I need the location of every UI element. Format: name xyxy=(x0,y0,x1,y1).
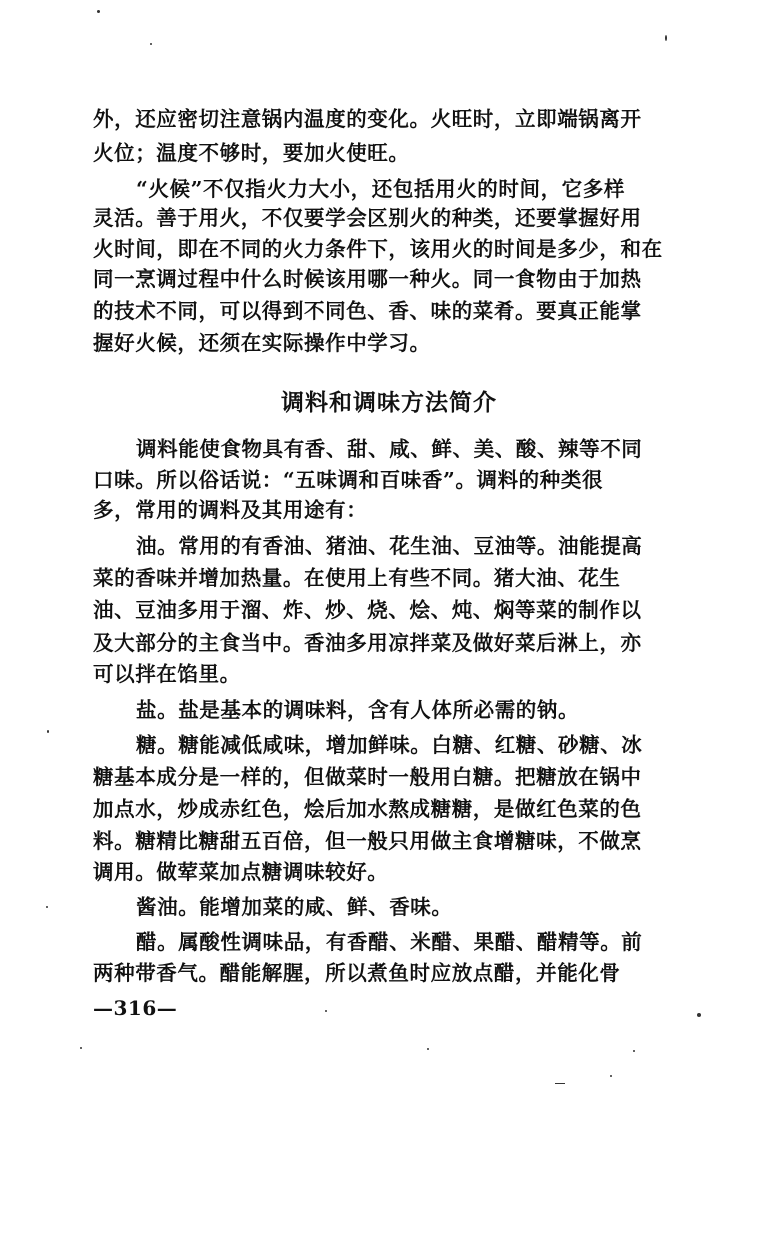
text-line: 灵活。善于用火，不仅要学会区别火的种类，还要掌握好用 xyxy=(93,206,642,230)
scan-speck xyxy=(665,35,667,41)
text-line: 同一烹调过程中什么时候该用哪一种火。同一食物由于加热 xyxy=(93,267,642,291)
scan-speck xyxy=(427,1048,429,1050)
scan-speck xyxy=(80,1047,82,1049)
text-line: 口味。所以俗话说：“五味调和百味香”。调料的种类很 xyxy=(93,468,604,492)
text-line: 握好火候，还须在实际操作中学习。 xyxy=(93,331,431,355)
scan-speck xyxy=(555,1083,565,1084)
scan-speck xyxy=(46,906,48,908)
scan-speck xyxy=(150,43,152,45)
text-line: 酱油。能增加菜的咸、鲜、香味。 xyxy=(136,895,453,919)
text-line: 及大部分的主食当中。香油多用凉拌菜及做好菜后淋上，亦 xyxy=(93,631,642,655)
text-line: 油。常用的有香油、猪油、花生油、豆油等。油能提高 xyxy=(136,534,643,558)
section-title: 调料和调味方法简介 xyxy=(281,389,497,416)
text-line: 调用。做荤菜加点糖调味较好。 xyxy=(93,860,389,884)
scan-speck xyxy=(97,10,100,13)
text-line: 火时间，即在不同的火力条件下，该用火的时间是多少，和在 xyxy=(93,237,663,261)
text-line: 加点水，炒成赤红色，烩后加水熬成糖糖，是做红色菜的色 xyxy=(93,797,642,821)
text-line: 调料能使食物具有香、甜、咸、鲜、美、酸、辣等不同 xyxy=(136,437,643,461)
text-line: 多，常用的调料及其用途有： xyxy=(93,498,368,522)
scan-speck xyxy=(325,1010,327,1012)
scan-speck xyxy=(633,1050,635,1052)
text-line: 醋。属酸性调味品，有香醋、米醋、果醋、醋精等。前 xyxy=(136,930,643,954)
text-line: 火位；温度不够时，要加火使旺。 xyxy=(93,141,410,165)
text-line: 可以拌在馅里。 xyxy=(93,662,241,686)
scan-speck xyxy=(610,1075,612,1077)
scan-speck xyxy=(47,730,49,733)
text-line: 料。糖精比糖甜五百倍，但一般只用做主食增糖味，不做烹 xyxy=(93,829,642,853)
text-line: “火候”不仅指火力大小，还包括用火的时间，它多样 xyxy=(136,177,625,201)
text-line: 外，还应密切注意锅内温度的变化。火旺时，立即端锅离开 xyxy=(93,107,642,131)
scan-speck xyxy=(697,1013,701,1017)
page-number: —316— xyxy=(93,996,178,1020)
text-line: 的技术不同，可以得到不同色、香、味的菜肴。要真正能掌 xyxy=(93,299,642,323)
text-line: 糖基本成分是一样的，但做菜时一般用白糖。把糖放在锅中 xyxy=(93,765,642,789)
text-line: 糖。糖能减低咸味，增加鲜味。白糖、红糖、砂糖、冰 xyxy=(136,733,643,757)
text-line: 菜的香味并增加热量。在使用上有些不同。猪大油、花生 xyxy=(93,566,621,590)
text-line: 油、豆油多用于溜、炸、炒、烧、烩、炖、焖等菜的制作以 xyxy=(93,598,642,622)
text-line: 两种带香气。醋能解腥，所以煮鱼时应放点醋，并能化骨 xyxy=(93,961,621,985)
text-line: 盐。盐是基本的调味料，含有人体所必需的钠。 xyxy=(136,698,580,722)
